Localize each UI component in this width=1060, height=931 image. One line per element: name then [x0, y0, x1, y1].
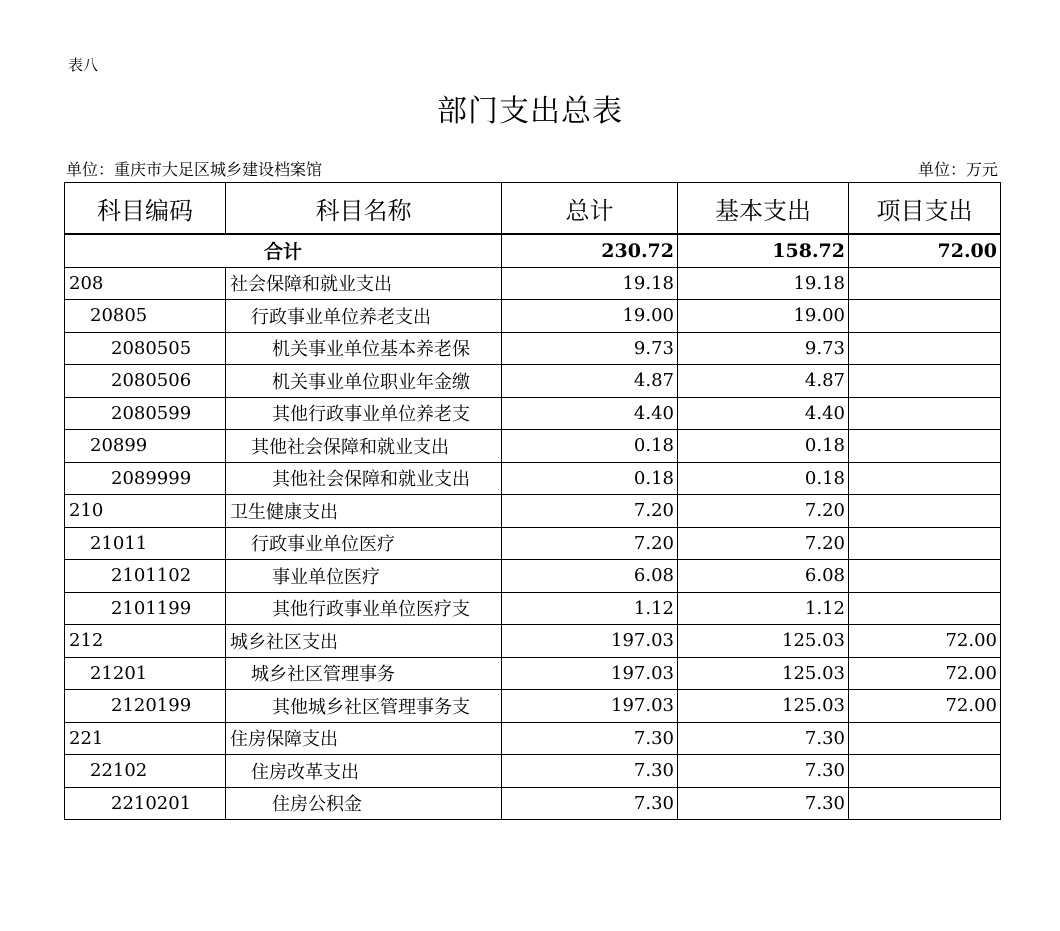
table-row [65, 527, 1001, 560]
organization-unit: 单位：重庆市大足区城乡建设档案馆 [66, 160, 323, 179]
cell-total: 6.08 [502, 560, 678, 593]
cell-total: 7.30 [502, 787, 678, 820]
table-row [65, 332, 1001, 365]
table-row [65, 300, 1001, 333]
cell-project [849, 462, 1001, 495]
column-header-basic: 基本支出 [678, 183, 849, 235]
cell-name: 事业单位医疗 [226, 560, 502, 593]
cell-basic: 125.03 [678, 657, 849, 690]
cell-name: 城乡社区支出 [226, 625, 502, 658]
cell-name: 社会保障和就业支出 [226, 267, 502, 300]
column-header-project: 项目支出 [849, 183, 1001, 235]
table-row [65, 690, 1001, 723]
cell-project: 72.00 [849, 690, 1001, 723]
cell-basic: 7.20 [678, 495, 849, 528]
cell-code: 21201 [65, 657, 226, 690]
cell-basic: 7.30 [678, 755, 849, 788]
total-label: 合计 [65, 234, 502, 267]
page-title: 部门支出总表 [437, 94, 623, 129]
table-row [65, 722, 1001, 755]
cell-basic: 4.40 [678, 397, 849, 430]
cell-code: 21011 [65, 527, 226, 560]
total-amount: 230.72 [502, 234, 678, 267]
expenditure-table [64, 182, 1001, 820]
table-row [65, 365, 1001, 398]
cell-basic: 7.30 [678, 722, 849, 755]
cell-code: 22102 [65, 755, 226, 788]
table-row [65, 560, 1001, 593]
cell-project [849, 267, 1001, 300]
cell-code: 2080506 [65, 365, 226, 398]
cell-project [849, 787, 1001, 820]
cell-basic: 9.73 [678, 332, 849, 365]
cell-code: 212 [65, 625, 226, 658]
cell-name: 其他行政事业单位医疗支 [226, 592, 502, 625]
table-row [65, 592, 1001, 625]
cell-name: 住房保障支出 [226, 722, 502, 755]
cell-code: 2089999 [65, 462, 226, 495]
cell-total: 7.30 [502, 722, 678, 755]
table-row [65, 430, 1001, 463]
cell-basic: 19.18 [678, 267, 849, 300]
cell-code: 2210201 [65, 787, 226, 820]
table-row [65, 462, 1001, 495]
table-row [65, 267, 1001, 300]
cell-basic: 19.00 [678, 300, 849, 333]
cell-project [849, 527, 1001, 560]
cell-basic: 125.03 [678, 625, 849, 658]
cell-project [849, 495, 1001, 528]
cell-total: 4.40 [502, 397, 678, 430]
cell-total: 197.03 [502, 690, 678, 723]
cell-name: 住房改革支出 [226, 755, 502, 788]
column-header-name: 科目名称 [226, 183, 502, 235]
column-header-code: 科目编码 [65, 183, 226, 235]
cell-project [849, 397, 1001, 430]
cell-total: 197.03 [502, 657, 678, 690]
cell-code: 20899 [65, 430, 226, 463]
cell-project [849, 755, 1001, 788]
cell-name: 行政事业单位养老支出 [226, 300, 502, 333]
cell-name: 机关事业单位职业年金缴 [226, 365, 502, 398]
cell-total: 19.18 [502, 267, 678, 300]
cell-basic: 6.08 [678, 560, 849, 593]
cell-total: 9.73 [502, 332, 678, 365]
cell-name: 其他城乡社区管理事务支 [226, 690, 502, 723]
table-row [65, 755, 1001, 788]
cell-project [849, 560, 1001, 593]
cell-total: 19.00 [502, 300, 678, 333]
cell-code: 2080505 [65, 332, 226, 365]
cell-name: 机关事业单位基本养老保 [226, 332, 502, 365]
total-basic: 158.72 [678, 234, 849, 267]
cell-name: 其他行政事业单位养老支 [226, 397, 502, 430]
column-header-total: 总计 [502, 183, 678, 235]
cell-project [849, 332, 1001, 365]
cell-name: 城乡社区管理事务 [226, 657, 502, 690]
currency-unit: 单位：万元 [917, 160, 998, 179]
cell-basic: 125.03 [678, 690, 849, 723]
cell-total: 0.18 [502, 462, 678, 495]
cell-total: 0.18 [502, 430, 678, 463]
cell-project: 72.00 [849, 625, 1001, 658]
table-number: 表八 [68, 56, 99, 74]
cell-total: 7.30 [502, 755, 678, 788]
table-header-row [65, 183, 1001, 235]
cell-name: 卫生健康支出 [226, 495, 502, 528]
cell-project [849, 430, 1001, 463]
cell-name: 其他社会保障和就业支出 [226, 430, 502, 463]
cell-code: 208 [65, 267, 226, 300]
cell-project: 72.00 [849, 657, 1001, 690]
cell-total: 197.03 [502, 625, 678, 658]
cell-total: 7.20 [502, 495, 678, 528]
cell-code: 221 [65, 722, 226, 755]
total-row [65, 234, 1001, 267]
cell-project [849, 722, 1001, 755]
cell-project [849, 592, 1001, 625]
cell-basic: 7.20 [678, 527, 849, 560]
cell-name: 住房公积金 [226, 787, 502, 820]
cell-code: 20805 [65, 300, 226, 333]
cell-basic: 0.18 [678, 462, 849, 495]
table-row [65, 657, 1001, 690]
cell-code: 2101199 [65, 592, 226, 625]
cell-code: 2080599 [65, 397, 226, 430]
table-row [65, 625, 1001, 658]
cell-name: 其他社会保障和就业支出 [226, 462, 502, 495]
total-project: 72.00 [849, 234, 1001, 267]
cell-total: 7.20 [502, 527, 678, 560]
cell-name: 行政事业单位医疗 [226, 527, 502, 560]
cell-code: 2101102 [65, 560, 226, 593]
table-row [65, 787, 1001, 820]
cell-code: 210 [65, 495, 226, 528]
cell-basic: 4.87 [678, 365, 849, 398]
cell-code: 2120199 [65, 690, 226, 723]
table-row [65, 495, 1001, 528]
cell-total: 1.12 [502, 592, 678, 625]
table-row [65, 397, 1001, 430]
cell-total: 4.87 [502, 365, 678, 398]
cell-project [849, 300, 1001, 333]
cell-basic: 7.30 [678, 787, 849, 820]
cell-basic: 0.18 [678, 430, 849, 463]
cell-project [849, 365, 1001, 398]
cell-basic: 1.12 [678, 592, 849, 625]
